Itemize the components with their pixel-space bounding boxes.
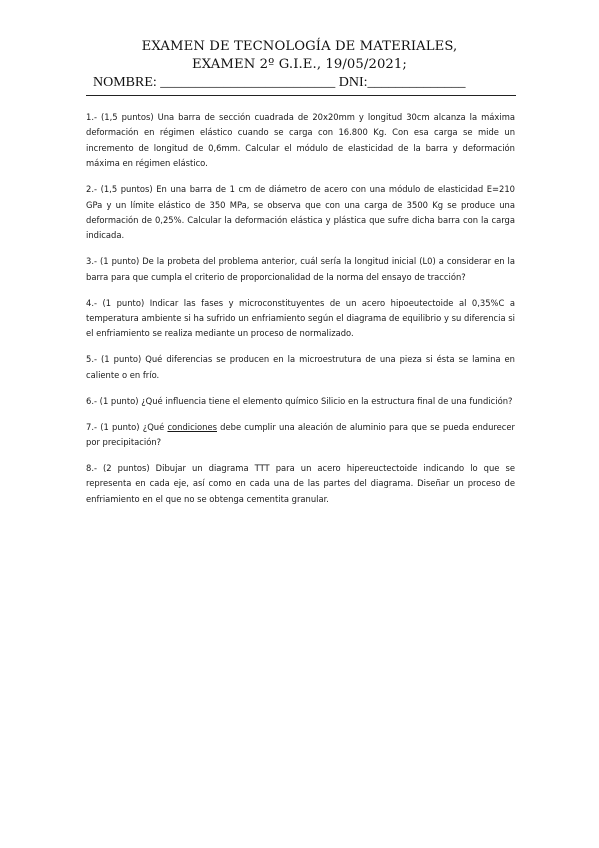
- question-7-underlined-word: condiciones: [167, 421, 217, 432]
- question-7: [86, 420, 515, 451]
- question-4: 4.- (1 punto) Indicar las fases y microconstituyentes de un acero hipoeutectoide al 0,35%C a temperatura ambiente si ha sufrido un enfriamiento según el diagrama de equilibrio y su diferencia si el enfriamiento se realiza mediante un proceso de normalizado.: [86, 297, 515, 339]
- question-5: 5.- (1 punto) Qué diferencias se producen en la microestrutura de una pieza si ésta se lamina en caliente o en frío.: [86, 354, 515, 380]
- exam-subtitle: EXAMEN 2º G.I.E., 19/05/2021;: [192, 57, 407, 72]
- question-8: 8.- (2 puntos) Dibujar un diagrama TTT para un acero hipereuctectoide indicando lo que se representa en cada eje, así como en cada una de las partes del diagrama. Diseñar un proceso de enfriamiento en el que no se obtenga cementita granular.: [86, 462, 515, 504]
- question-7-start: 7.- (1 punto) ¿Qué: [86, 421, 168, 432]
- question-7-end: debe cumplir una aleación de aluminio para que se pueda endurecer por precipitación?: [86, 421, 515, 447]
- exam-title: EXAMEN DE TECNOLOGÍA DE MATERIALES,: [141, 39, 458, 54]
- question-2: 2.- (1,5 puntos) En una barra de 1 cm de diámetro de acero con una módulo de elasticidad E=210 GPa y un límite elástico de 350 MPa, se observa que con una carga de 3500 Kg se produce una deformación de 0,25%. Calcular la deformación elástica y plástica que sufre dicha barra con la carga indicada.: [86, 184, 515, 241]
- question-1: 1.- (1,5 puntos) Una barra de sección cuadrada de 20x20mm y longitud 30cm alcanza la máxima deformación en régimen elástico cuando se carga con 16.800 Kg. Con esa carga se mide un incremento de longitud de 0,6mm. Calcular el módulo de elasticidad de la barra y deformación máxima en régimen elástico.: [86, 112, 515, 169]
- header-divider: [86, 95, 516, 96]
- question-6: 6.- (1 punto) ¿Qué influencia tiene el elemento químico Silicio en la estructura final de una fundición?: [86, 395, 513, 406]
- question-3: 3.- (1 punto) De la probeta del problema anterior, cuál sería la longitud inicial (L0) a considerar en la barra para que cumpla el criterio de proporcionalidad de la norma del ensayo de tracción?: [86, 256, 515, 282]
- name-dni-line: NOMBRE: _________________________ DNI:______________: [93, 75, 466, 90]
- question-list: [86, 110, 515, 518]
